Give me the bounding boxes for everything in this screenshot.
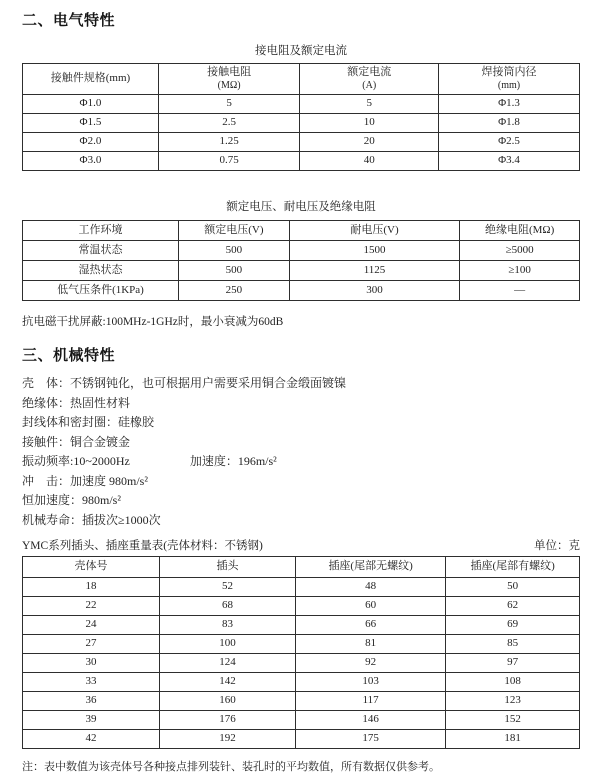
table-cell: 108 <box>446 673 580 692</box>
table-cell: 33 <box>23 673 160 692</box>
table-cell: 152 <box>446 711 580 730</box>
voltage-insulation-table <box>22 220 580 301</box>
table-row <box>23 635 580 654</box>
table-cell: 60 <box>295 597 445 616</box>
contact-resistance-current-table <box>22 63 580 171</box>
column-header: 插座(尾部无螺纹) <box>295 557 445 578</box>
table-cell: 300 <box>289 281 459 301</box>
table-row <box>23 133 580 152</box>
table-cell: 83 <box>160 616 296 635</box>
table-cell: 100 <box>160 635 296 654</box>
table-cell: 117 <box>295 692 445 711</box>
table-cell: Φ1.8 <box>439 114 580 133</box>
table-cell: 1125 <box>289 261 459 281</box>
table-cell: 181 <box>446 730 580 749</box>
section-title-mechanical: 三、机械特性 <box>22 347 116 364</box>
table-row <box>23 692 580 711</box>
table-row <box>23 281 580 301</box>
table-cell: Φ2.5 <box>439 133 580 152</box>
table-cell: Φ1.5 <box>23 114 159 133</box>
table-cell: 97 <box>446 654 580 673</box>
table-cell: 39 <box>23 711 160 730</box>
table-cell: 103 <box>295 673 445 692</box>
unit-label: 单位：克 <box>534 540 580 552</box>
column-header: 焊接筒内径 (mm) <box>439 64 580 95</box>
table-row <box>23 654 580 673</box>
table-row <box>23 261 580 281</box>
weight-table-title: YMC系列插头、插座重量表(壳体材料：不锈钢) <box>22 540 263 552</box>
table-cell: 52 <box>160 578 296 597</box>
table-cell: Φ1.3 <box>439 95 580 114</box>
column-header: 插头 <box>160 557 296 578</box>
column-header: 壳体号 <box>23 557 160 578</box>
table-cell: Φ2.0 <box>23 133 159 152</box>
table-cell: 48 <box>295 578 445 597</box>
column-header: 接触件规格(mm) <box>23 64 159 95</box>
weight-table <box>22 556 580 749</box>
column-header: 绝缘电阻(MΩ) <box>460 221 580 241</box>
table-row <box>23 241 580 261</box>
table-cell: 10 <box>300 114 439 133</box>
spec-line-shell: 壳 体：不锈钢钝化，也可根据用户需要采用铜合金缎面镀镍 <box>22 376 347 390</box>
table-cell: 5 <box>300 95 439 114</box>
table-cell: 湿热状态 <box>23 261 179 281</box>
column-header: 工作环境 <box>23 221 179 241</box>
table-cell: — <box>460 281 580 301</box>
table-cell: 69 <box>446 616 580 635</box>
table-cell: 175 <box>295 730 445 749</box>
column-header: 额定电流 (A) <box>300 64 439 95</box>
table-cell: 42 <box>23 730 160 749</box>
table-cell: ≥100 <box>460 261 580 281</box>
table-cell: 160 <box>160 692 296 711</box>
table-cell: 30 <box>23 654 160 673</box>
table-cell: Φ3.0 <box>23 152 159 171</box>
spec-line-acceleration: 恒加速度：980m/s² <box>22 493 121 507</box>
table1-caption: 接电阻及额定电流 <box>255 45 347 57</box>
table-cell: 85 <box>446 635 580 654</box>
table-cell: 50 <box>446 578 580 597</box>
table-row <box>23 578 580 597</box>
table-cell: 20 <box>300 133 439 152</box>
table-header-row <box>23 221 580 241</box>
table-row <box>23 616 580 635</box>
table-row <box>23 114 580 133</box>
table-cell: 常温状态 <box>23 241 179 261</box>
table-cell: 5 <box>158 95 299 114</box>
table-cell: Φ3.4 <box>439 152 580 171</box>
table-cell: ≥5000 <box>460 241 580 261</box>
spec-line-shock: 冲 击：加速度 980m/s² <box>22 473 148 488</box>
weight-table-footnote: 注：表中数值为该壳体号各种接点排列装针、装孔时的平均数值，所有数据仅供参考。 <box>22 761 440 773</box>
table-cell: 18 <box>23 578 160 597</box>
table-cell: 40 <box>300 152 439 171</box>
table-row <box>23 730 580 749</box>
table-cell: 66 <box>295 616 445 635</box>
table2-caption: 额定电压、耐电压及绝缘电阻 <box>226 201 376 213</box>
table-cell: 24 <box>23 616 160 635</box>
table-cell: 250 <box>178 281 289 301</box>
table-cell: 176 <box>160 711 296 730</box>
section-title-electrical: 二、电气特性 <box>22 12 116 29</box>
table-row <box>23 95 580 114</box>
column-header: 耐电压(V) <box>289 221 459 241</box>
spec-line-vibration: 振动频率:10~2000Hz 加速度：196m/s² <box>22 454 277 468</box>
table-cell: 1500 <box>289 241 459 261</box>
table-cell: 124 <box>160 654 296 673</box>
table-cell: 36 <box>23 692 160 711</box>
weight-table-caption-row <box>22 537 580 553</box>
table-cell: 123 <box>446 692 580 711</box>
table-cell: 1.25 <box>158 133 299 152</box>
table-cell: 22 <box>23 597 160 616</box>
spec-line-seal: 封线体和密封圈：硅橡胶 <box>22 415 155 429</box>
table-cell: 68 <box>160 597 296 616</box>
table-cell: 192 <box>160 730 296 749</box>
emi-shielding-note: 抗电磁干扰屏蔽:100MHz-1GHz时，最小衰减为60dB <box>22 316 284 328</box>
table-row <box>23 711 580 730</box>
table-cell: 27 <box>23 635 160 654</box>
column-header: 接触电阻 (MΩ) <box>158 64 299 95</box>
table-cell: 500 <box>178 241 289 261</box>
column-header: 额定电压(V) <box>178 221 289 241</box>
spec-line-mechanical-life: 机械寿命：插拔次≥1000次 <box>22 512 161 527</box>
table-cell: 81 <box>295 635 445 654</box>
table-cell: 142 <box>160 673 296 692</box>
table-header-row <box>23 64 580 95</box>
table-cell: 500 <box>178 261 289 281</box>
table-header-row <box>23 557 580 578</box>
table-row <box>23 152 580 171</box>
table-cell: 2.5 <box>158 114 299 133</box>
spec-line-insulator: 绝缘体：热固性材料 <box>22 395 131 410</box>
spec-line-contact: 接触件：铜合金镀金 <box>22 434 131 449</box>
table-cell: 62 <box>446 597 580 616</box>
table-row <box>23 673 580 692</box>
table-cell: 146 <box>295 711 445 730</box>
table-cell: Φ1.0 <box>23 95 159 114</box>
mechanical-specs <box>0 374 602 530</box>
table-cell: 92 <box>295 654 445 673</box>
table-cell: 低气压条件(1KPa) <box>23 281 179 301</box>
table-cell: 0.75 <box>158 152 299 171</box>
table-row <box>23 597 580 616</box>
column-header: 插座(尾部有螺纹) <box>446 557 580 578</box>
